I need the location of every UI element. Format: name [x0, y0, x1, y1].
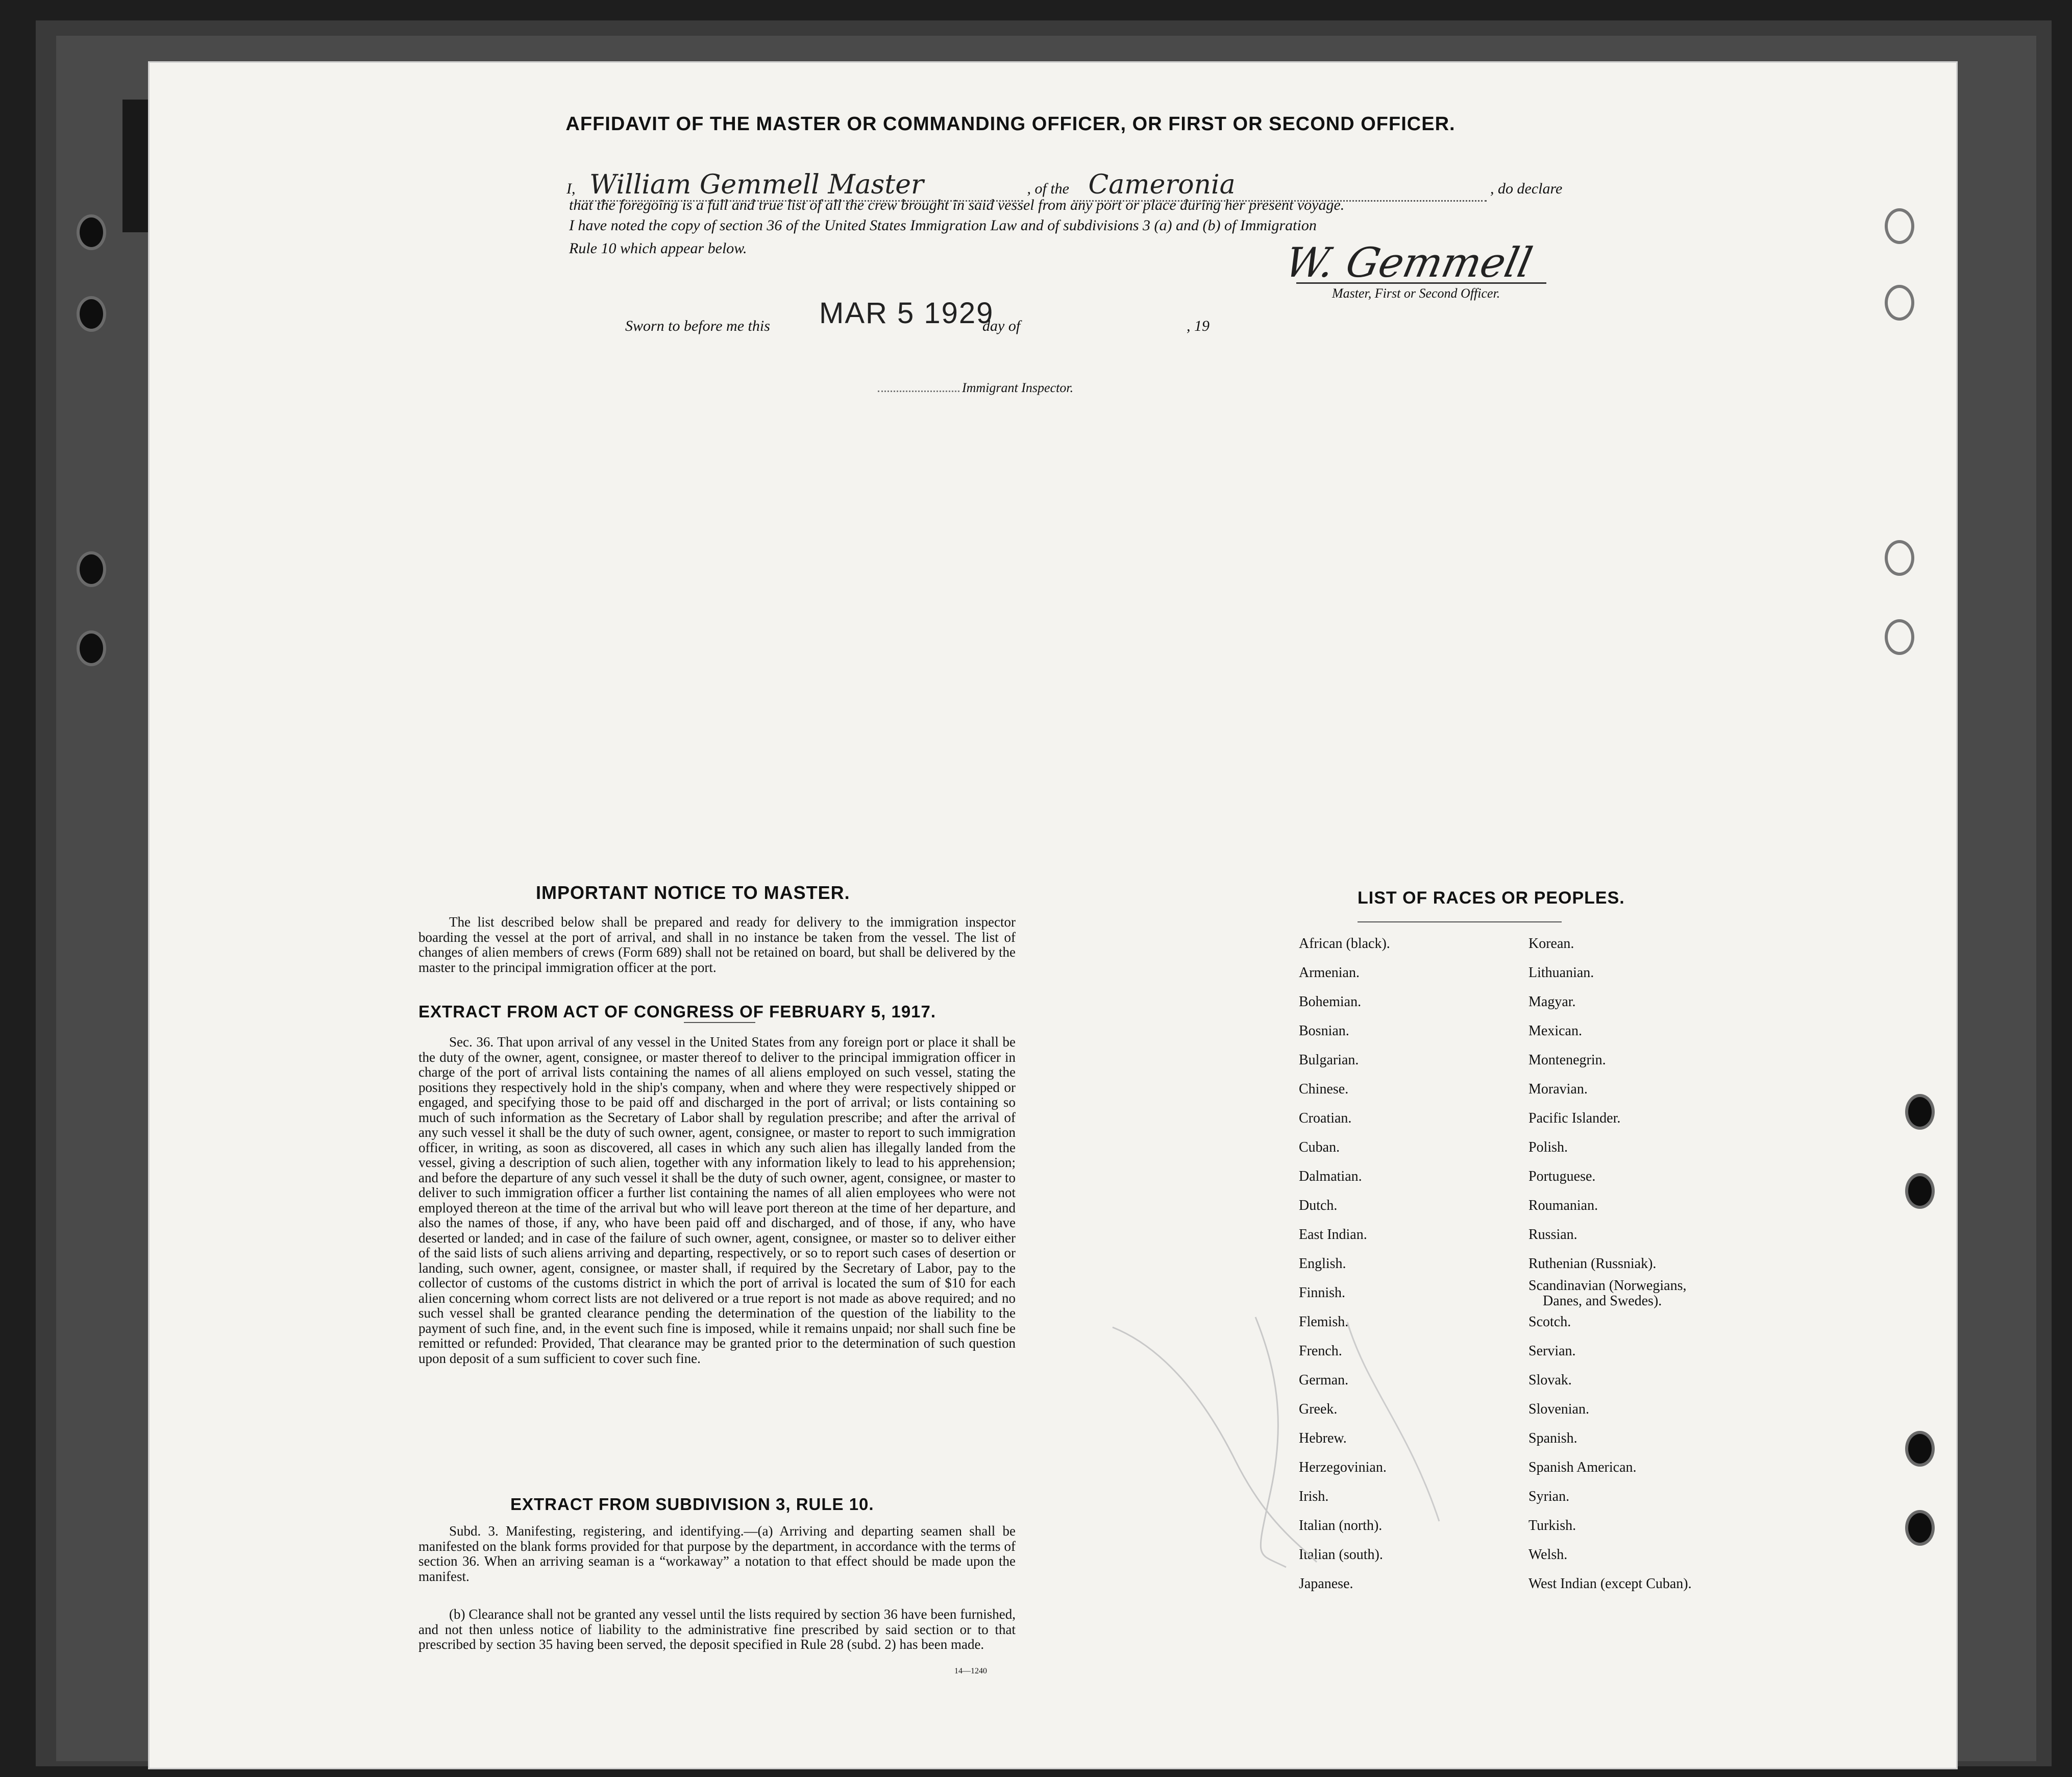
extract-underline	[684, 1022, 755, 1023]
of-the-label: , of the	[1027, 180, 1069, 197]
race-item: Dalmatian.	[1299, 1169, 1362, 1184]
binder-hole	[77, 630, 106, 666]
binder-hole	[77, 296, 106, 332]
race-item: Servian.	[1528, 1343, 1576, 1359]
signature-caption: Master, First or Second Officer.	[1332, 286, 1500, 301]
race-item: Welsh.	[1528, 1547, 1568, 1563]
date-stamp: MAR 5 1929	[819, 297, 994, 330]
affidavit-i-label: I,	[566, 180, 576, 197]
section-36-text: Sec. 36. That upon arrival of any vessel in the United States from any foreign port or place it shall be the duty of the owner, agent, consignee, or master thereof to deliver to the principal immigration officer in charge of the port of arrival lists containing the names of all aliens employed on such vessel, stating the positions they respectively hold in the ship's company, when and where they were respectively shipped or engaged, and specifying those to be paid off and discharged in the port of arrival; or lists containing so much of such information as the Secretary of Labor shall by regulation prescribe; and after the arrival of any such vessel it shall be the duty of such owner, agent, consignee, or master to report to such immigration officer, in writing, as soon as discovered, all cases in which any such alien has illegally landed from the vessel, giving a description of such alien, together with any information likely to lead to his apprehension; and before the departure of any such vessel it shall be the duty of such owner, agent, consignee, or master to deliver to such immigration officer a further list containing the names of all alien employees who were not employed thereon at the time of the arrival but who will leave port thereon at the time of her departure, and also the names of those, if any, who have been paid off and discharged, and of those, if any, who have deserted or landed; and in case of the failure of such owner, agent, consignee, or master so to deliver either of the said lists of such aliens arriving and departing, respectively, or so to report such cases of desertion or landing, such owner, agent, consignee, or master shall, if required by the Secretary of Labor, pay to the collector of customs of the customs district in which the port of arrival is located the sum of $10 for each alien concerning whom correct lists are not delivered or a true report is not made as above required; and no such vessel shall be granted clearance pending the determination of the question of the liability to the payment of such fine, and, in the event such fine is imposed, while it remains unpaid; nor shall such fine be remitted or refunded: Provided, That clearance may be granted prior to the determination of such question upon deposit of a sum sufficient to cover such fine.	[418, 1034, 1016, 1366]
binder-hole	[1905, 1510, 1935, 1546]
race-item: Turkish.	[1528, 1518, 1576, 1533]
form-number: 14—1240	[954, 1667, 987, 1675]
affidavit-title: AFFIDAVIT OF THE MASTER OR COMMANDING OFFICER, OR FIRST OR SECOND OFFICER.	[565, 113, 1456, 135]
master-name-field: William Gemmell Master	[579, 169, 1023, 202]
do-declare-label: , do declare	[1490, 180, 1563, 197]
notice-body: The list described below shall be prepared and ready for delivery to the immigration inspector boarding the vessel at the port of arrival, and shall in no instance be taken from the vessel. The list of changes of alien members of crews (Form 689) shall not be retained on board, but shall be delivered by the master to the principal immigration officer at the port.	[418, 914, 1016, 975]
race-item: French.	[1299, 1343, 1342, 1359]
race-item: Scotch.	[1528, 1314, 1571, 1330]
race-item: Korean.	[1528, 936, 1574, 952]
race-item: Finnish.	[1299, 1285, 1346, 1301]
race-item: Hebrew.	[1299, 1430, 1347, 1446]
race-item: Bohemian.	[1299, 994, 1362, 1010]
subdivision-3a-text: Subd. 3. Manifesting, registering, and identifying.—(a) Arriving and departing seamen shall be manifested on the blank forms provided for that purpose by the department, in accordance with the terms of section 36. When an arriving seaman is a “workaway” a notation to that effect should be made upon the manifest.	[418, 1523, 1016, 1584]
year-label: , 19	[1187, 318, 1210, 334]
binder-hole	[1905, 1431, 1935, 1467]
inspector-caption: Immigrant Inspector.	[962, 380, 1074, 395]
binder-hole	[1905, 1094, 1935, 1130]
affidavit-line-3: I have noted the copy of section 36 of the United States Immigration Law and of subdivisions 3 (a) and (b) of Immigration	[569, 217, 1317, 234]
race-item: Slovak.	[1528, 1372, 1572, 1388]
race-item: Syrian.	[1528, 1489, 1570, 1504]
race-item: Polish.	[1528, 1139, 1568, 1155]
race-item: Dutch.	[1299, 1198, 1338, 1213]
affidavit-line-4: Rule 10 which appear below.	[569, 240, 747, 257]
race-item: Spanish.	[1528, 1430, 1577, 1446]
faint-pencil-scribble	[1102, 1307, 1460, 1572]
signature-line	[1296, 282, 1546, 284]
race-item: Flemish.	[1299, 1314, 1349, 1330]
binder-hole	[1885, 208, 1914, 244]
binder-hole	[1885, 619, 1914, 655]
binder-hole	[77, 214, 106, 250]
extract-title: EXTRACT FROM ACT OF CONGRESS OF FEBRUARY 5, 1917.	[418, 1002, 936, 1021]
subdivision-3b-text: (b) Clearance shall not be granted any vessel until the lists required by section 36 have been furnished, and not then unless notice of liability to the administrative fine prescribed by said section or to that prescribed by section 35 having been served, the deposit specified in Rule 28 (subd. 2) has been made.	[418, 1606, 1016, 1652]
binder-hole	[1905, 1173, 1935, 1209]
races-title-rule	[1358, 921, 1562, 922]
sworn-label: Sworn to before me this	[625, 318, 770, 334]
rule-title: EXTRACT FROM SUBDIVISION 3, RULE 10.	[510, 1495, 874, 1514]
races-right-column	[1528, 929, 1692, 1598]
master-signature: W. Gemmell	[1281, 239, 1537, 286]
race-item: Cuban.	[1299, 1139, 1340, 1155]
binder-hole	[1885, 540, 1914, 576]
race-item: Montenegrin.	[1528, 1052, 1606, 1068]
race-item: Roumanian.	[1528, 1198, 1598, 1213]
race-item: Chinese.	[1299, 1081, 1349, 1097]
margin-mark	[122, 100, 148, 232]
day-of-label: day of	[982, 318, 1021, 334]
race-item: Magyar.	[1528, 994, 1576, 1010]
race-item: African (black).	[1299, 936, 1390, 952]
race-item: Lithuanian.	[1528, 965, 1594, 981]
race-item: Slovenian.	[1528, 1401, 1589, 1417]
race-item: Moravian.	[1528, 1081, 1588, 1097]
race-item: Mexican.	[1528, 1023, 1582, 1039]
race-item: Croatian.	[1299, 1110, 1352, 1126]
affidavit-line-2: that the foregoing is a full and true list of all the crew brought in said vessel from any port or place during her present voyage.	[569, 197, 1345, 213]
binder-hole	[77, 551, 106, 587]
race-item: Russian.	[1528, 1227, 1577, 1243]
race-item: East Indian.	[1299, 1227, 1367, 1243]
race-item: Italian (south).	[1299, 1547, 1383, 1563]
race-item: Japanese.	[1299, 1576, 1353, 1592]
race-item: West Indian (except Cuban).	[1528, 1576, 1692, 1592]
race-item: Greek.	[1299, 1401, 1338, 1417]
race-item: Bosnian.	[1299, 1023, 1349, 1039]
race-item: Armenian.	[1299, 965, 1360, 981]
race-item: English.	[1299, 1256, 1346, 1272]
race-item: Irish.	[1299, 1489, 1329, 1504]
races-title: LIST OF RACES OR PEOPLES.	[1358, 888, 1625, 908]
race-item: Pacific Islander.	[1528, 1110, 1621, 1126]
race-item: Italian (north).	[1299, 1518, 1383, 1533]
race-item: Spanish American.	[1528, 1459, 1637, 1475]
notice-title: IMPORTANT NOTICE TO MASTER.	[536, 882, 850, 903]
race-item: Scandinavian (Norwegians, Danes, and Swedes).	[1528, 1278, 1687, 1309]
race-item: Bulgarian.	[1299, 1052, 1359, 1068]
race-item: Herzegovinian.	[1299, 1459, 1387, 1475]
vessel-name-field: Cameronia	[1073, 169, 1487, 202]
race-item: Portuguese.	[1528, 1169, 1596, 1184]
inspector-line	[878, 391, 959, 392]
binder-hole	[1885, 285, 1914, 321]
race-item: German.	[1299, 1372, 1349, 1388]
race-item: Ruthenian (Russniak).	[1528, 1256, 1657, 1272]
